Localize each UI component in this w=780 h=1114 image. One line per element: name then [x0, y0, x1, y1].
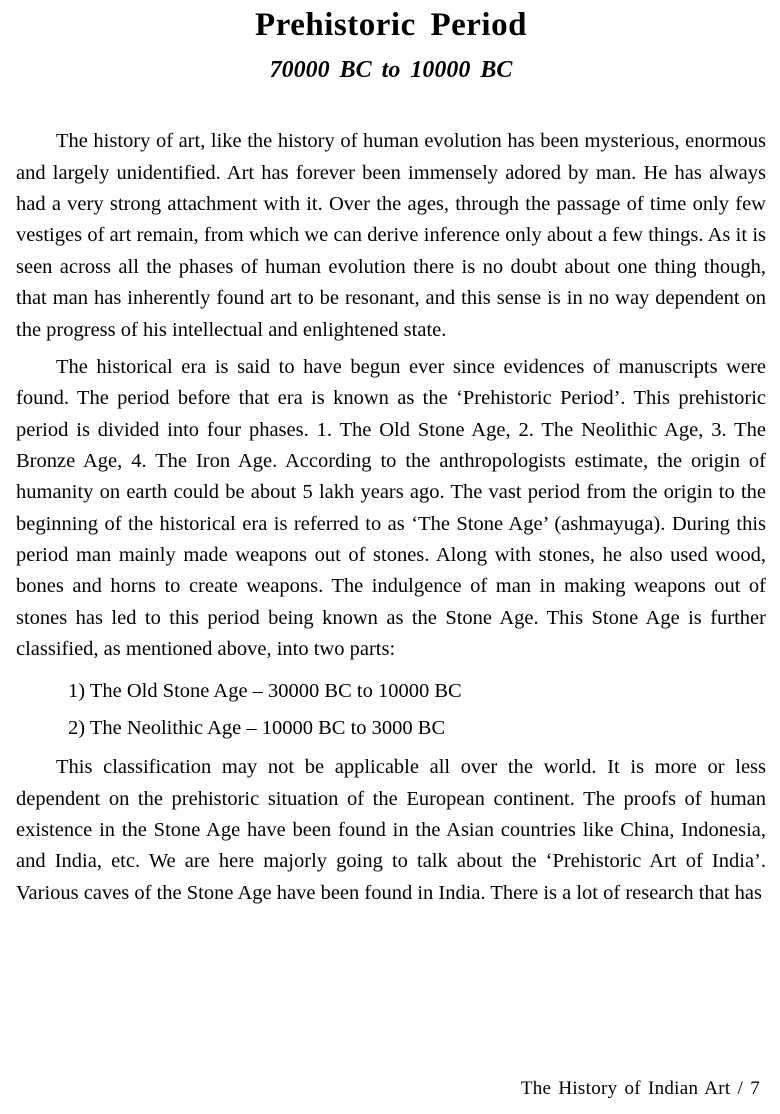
page-subtitle: 70000 BC to 10000 BC	[269, 56, 513, 83]
list-item: 1) The Old Stone Age – 30000 BC to 10000 BC	[68, 679, 462, 702]
paragraph-1: The history of art, like the history of human evolution has been mysterious, enormous and largely unidentified. Art has forever been immensely adored by man. He has always had a very strong attachment with it. Over the ages, through the passage of time only few vestiges of art remain, from which we can derive inference only about a few things. As it is seen across all the phases of human evolution there is no doubt about one thing though, that man has inherently found art to be resonant, and this sense is in no way dependent on the progress of his intellectual and enlightened state.	[16, 130, 766, 341]
page-footer: The History of Indian Art / 7	[520, 1078, 760, 1099]
paragraph-3: This classification may not be applicable all over the world. It is more or less dependent on the prehistoric situation of the European continent. The proofs of human existence in the Stone Age have been found in the Asian countries like China, Indonesia, and India, etc. We are here majorly going to talk about the ‘Prehistoric Art of India’. Various caves of the Stone Age have been found in India. There is a lot of research that has	[16, 756, 766, 904]
document-page	[0, 6, 780, 1114]
body-text	[16, 126, 766, 909]
stone-age-list	[16, 676, 766, 745]
paragraph-2: The historical era is said to have begun ever since evidences of manuscripts were found. The period before that era is known as the ‘Prehistoric Period’. This prehistoric period is divided into four phases. 1. The Old Stone Age, 2. The Neolithic Age, 3. The Bronze Age, 4. The Iron Age. According to the anthropologists estimate, the origin of humanity on earth could be about 5 lakh years ago. The vast period from the origin to the beginning of the historical era is referred to as ‘The Stone Age’ (ashmayuga). During this period man mainly made weapons out of stones. Along with stones, he also used wood, bones and horns to create weapons. The indulgence of man in making weapons out of stones has led to this period being known as the Stone Age. This Stone Age is further classified, as mentioned above, into two parts:	[16, 355, 766, 661]
page-title: Prehistoric Period	[255, 7, 527, 43]
list-item: 2) The Neolithic Age – 10000 BC to 3000 BC	[68, 716, 446, 739]
